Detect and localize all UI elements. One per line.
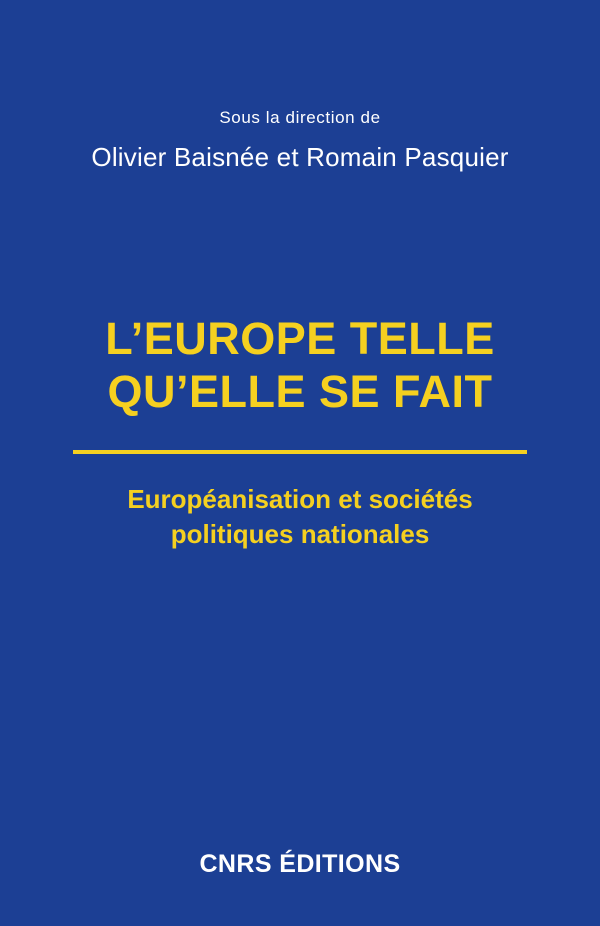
publisher-logo-text: CNRS ÉDITIONS	[199, 850, 401, 878]
subtitle-line-2: politiques nationales	[170, 519, 430, 549]
editor-prefix-label: Sous la direction de	[219, 108, 381, 127]
subtitle-line-1: Européanisation et sociétés	[127, 484, 473, 514]
main-title-line-2: QU’ELLE SE FAIT	[107, 366, 493, 417]
main-title	[0, 312, 600, 418]
editor-names-label: Olivier Baisnée et Romain Pasquier	[91, 142, 509, 172]
subtitle	[0, 482, 600, 552]
title-block	[0, 312, 600, 552]
editor-credit-block	[0, 106, 600, 174]
main-title-line-1: L’EUROPE TELLE	[105, 313, 495, 364]
title-divider-rule	[73, 450, 527, 454]
